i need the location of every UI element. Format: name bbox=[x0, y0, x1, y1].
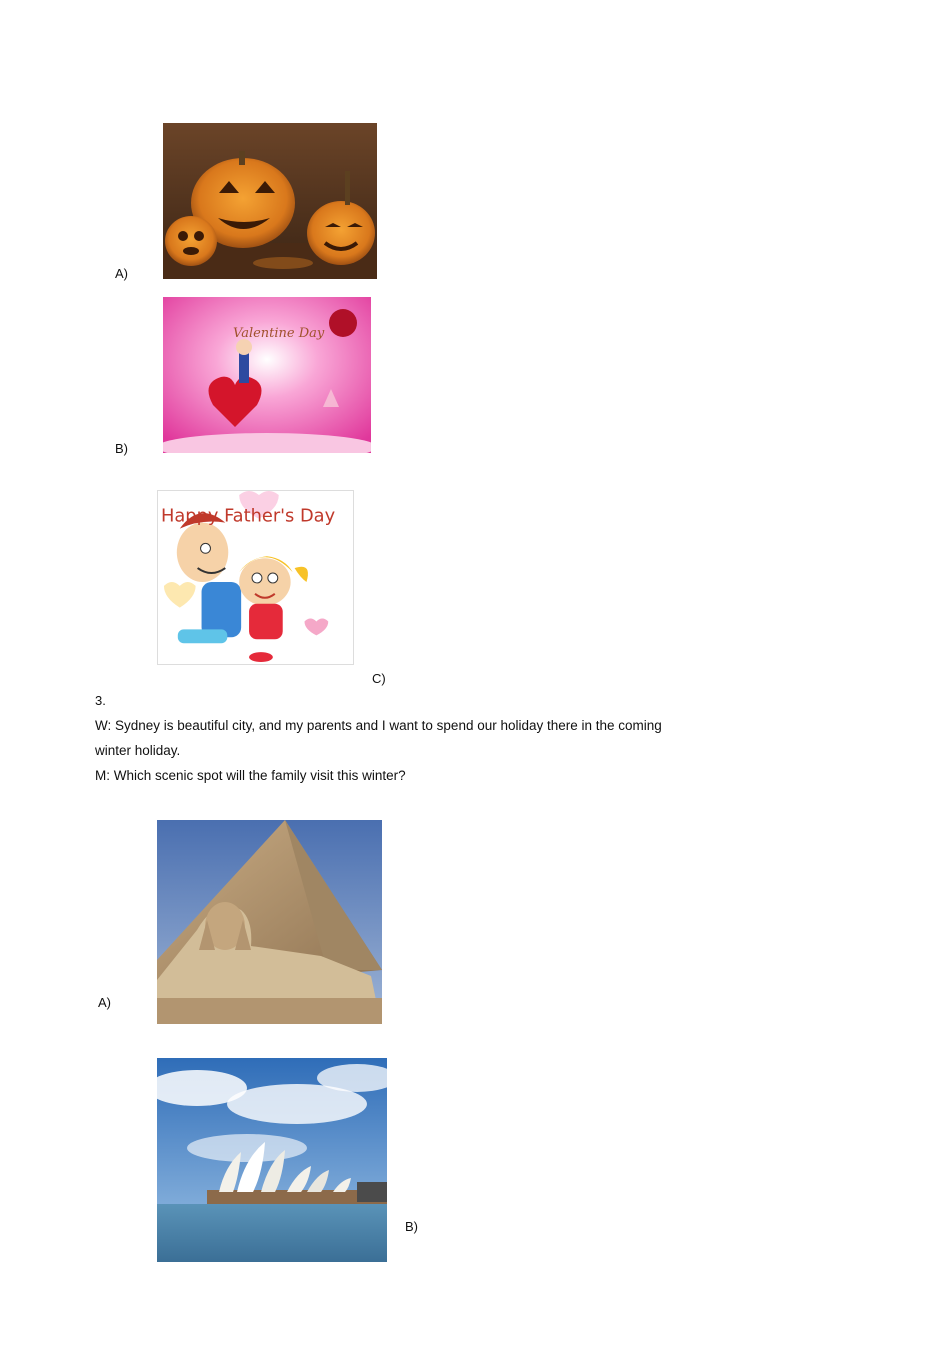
halloween-pumpkins-image bbox=[163, 123, 377, 279]
option-label-b: B) bbox=[405, 1219, 418, 1234]
option-label-c: C) bbox=[372, 671, 386, 686]
dialogue-line-2: winter holiday. bbox=[95, 743, 181, 758]
option-label-b: B) bbox=[115, 441, 128, 456]
question-number: 3. bbox=[95, 693, 106, 708]
fathers-day-card-text: Happy Father's Day bbox=[160, 505, 336, 527]
valentines-day-card-image bbox=[163, 297, 371, 453]
dialogue-line-1: W: Sydney is beautiful city, and my parents and I want to spend our holiday there in the coming bbox=[95, 718, 662, 733]
option-label-a: A) bbox=[115, 266, 128, 281]
sydney-opera-house-image bbox=[157, 1058, 387, 1262]
dialogue-line-3: M: Which scenic spot will the family visit this winter? bbox=[95, 768, 406, 783]
pyramid-sphinx-image bbox=[157, 820, 382, 1024]
fathers-day-card-image bbox=[157, 490, 354, 665]
valentine-card-text: Valentine Day bbox=[233, 326, 325, 341]
dialogue-line-w bbox=[95, 713, 795, 788]
option-label-a: A) bbox=[98, 995, 111, 1010]
